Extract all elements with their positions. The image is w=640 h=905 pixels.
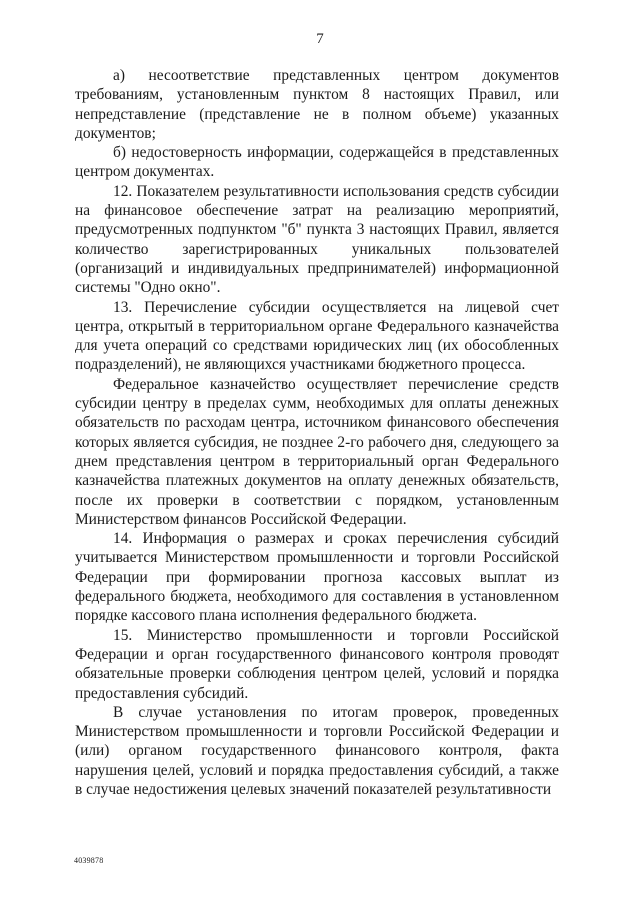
paragraph-15: 15. Министерство промышленности и торговли Российской Федерации и орган государственного финансового контроля проводят обязательные проверки соблюдения центром целей, условий и порядка предоставления субсидий.: [75, 626, 559, 702]
paragraph-14: 14. Информация о размерах и сроках перечисления субсидий учитывается Министерством промышленности и торговли Российской Федерации при формировании прогноза кассовых выплат из федерального бюджета, необходимого для составления в установленном порядке кассового плана исполнения федерального бюджета.: [75, 530, 559, 625]
paragraph-treasury: Федеральное казначейство осуществляет перечисление средств субсидии центру в пределах сумм, необходимых для оплаты денежных обязательств по расходам центра, источником финансового обеспечения которых является субсидия, не позднее 2-го рабочего дня, следующего за днем представления центром в территориальный орган Федерального казначейства платежных документов на оплату денежных обязательств, после их проверки в соответствии с порядком, установленным Министерством финансов Российской Федерации.: [75, 375, 559, 528]
paragraph-item-b: б) недостоверность информации, содержащейся в представленных центром документах.: [75, 144, 559, 181]
document-code: 4039878: [74, 856, 104, 865]
paragraph-item-a: а) несоответствие представленных центром документов требованиям, установленным пунктом 8 настоящих Правил, или непредставление (представление не в полном объеме) указанных документов;: [75, 67, 559, 142]
paragraph-13: 13. Перечисление субсидии осуществляется на лицевой счет центра, открытый в территориальном органе Федерального казначейства для учета операций со средствами юридических лиц (их обособленных подразделений), не являющихся участниками бюджетного процесса.: [75, 298, 559, 374]
page-number: 7: [316, 31, 324, 47]
paragraph-12: 12. Показателем результативности использования средств субсидии на финансовое обеспечение затрат на реализацию мероприятий, предусмотренных подпунктом "б" пункта 3 настоящих Правил, является количество зарегистрированных уникальных пользователей (организаций и индивидуальных предпринимателей) информационной системы "Одно окно".: [75, 182, 559, 297]
document-body: [75, 66, 559, 799]
paragraph-violations: В случае установления по итогам проверок, проведенных Министерством промышленности и торговли Российской Федерации и (или) органом государственного финансового контроля, факта нарушения целей, условий и порядка предоставления субсидий, а также в случае недостижения целевых значений показателей результативности: [75, 703, 559, 798]
